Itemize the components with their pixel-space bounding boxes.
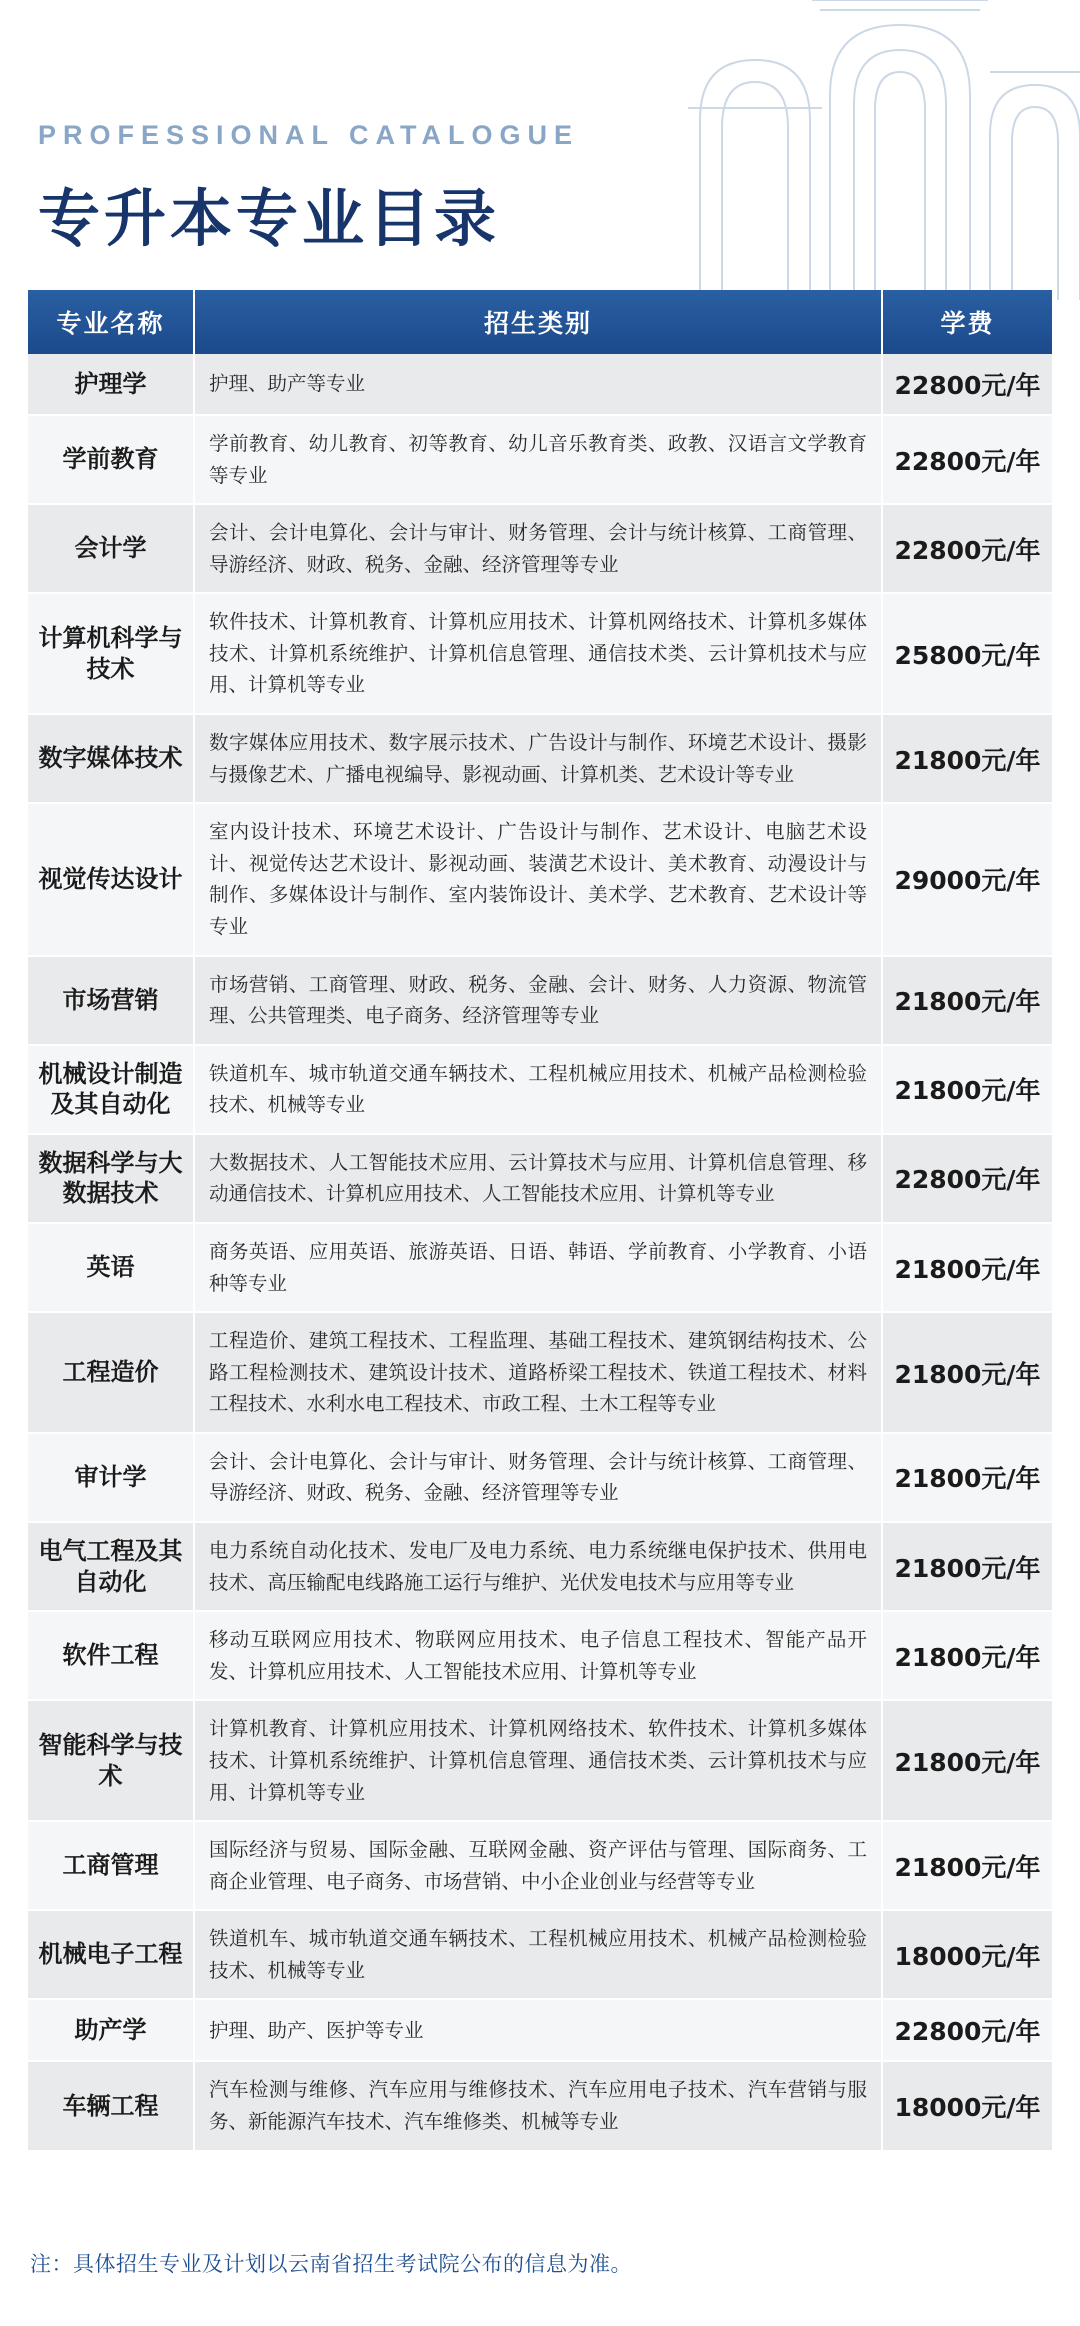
header-english-title: PROFESSIONAL CATALOGUE — [38, 120, 580, 150]
table-row — [28, 354, 1052, 415]
table-row — [28, 956, 1052, 1045]
footnote: 注：具体招生专业及计划以云南省招生考试院公布的信息为准。 — [30, 2252, 632, 2276]
cell-tuition: 22800元/年 — [882, 354, 1052, 415]
cell-tuition: 21800元/年 — [882, 714, 1052, 803]
cell-admission-category: 商务英语、应用英语、旅游英语、日语、韩语、学前教育、小学教育、小语种等专业 — [194, 1223, 882, 1312]
cell-major-name: 助产学 — [28, 1999, 194, 2061]
catalogue-table — [28, 290, 1052, 2152]
cell-tuition: 21800元/年 — [882, 1700, 1052, 1821]
table-row — [28, 1433, 1052, 1522]
cell-admission-category: 软件技术、计算机教育、计算机应用技术、计算机网络技术、计算机多媒体技术、计算机系统维护、计算机信息管理、通信技术类、云计算机技术与应用、计算机等专业 — [194, 593, 882, 714]
cell-admission-category: 护理、助产、医护等专业 — [194, 1999, 882, 2061]
table-row — [28, 1522, 1052, 1611]
cell-major-name: 工程造价 — [28, 1312, 194, 1433]
table-row — [28, 1999, 1052, 2061]
cell-major-name: 电气工程及其自动化 — [28, 1522, 194, 1611]
cell-major-name: 工商管理 — [28, 1821, 194, 1910]
cell-admission-category: 护理、助产等专业 — [194, 354, 882, 415]
arch-decoration — [660, 0, 1080, 300]
cell-major-name: 智能科学与技术 — [28, 1700, 194, 1821]
cell-admission-category: 电力系统自动化技术、发电厂及电力系统、电力系统继电保护技术、供用电技术、高压输配电线路施工运行与维护、光伏发电技术与应用等专业 — [194, 1522, 882, 1611]
cell-tuition: 18000元/年 — [882, 2061, 1052, 2150]
cell-major-name: 机械设计制造及其自动化 — [28, 1045, 194, 1134]
table-header-row — [28, 290, 1052, 354]
cell-major-name: 数据科学与大数据技术 — [28, 1134, 194, 1223]
catalogue-table-container — [28, 290, 1052, 2152]
cell-major-name: 市场营销 — [28, 956, 194, 1045]
cell-major-name: 审计学 — [28, 1433, 194, 1522]
cell-tuition: 22800元/年 — [882, 1134, 1052, 1223]
table-row — [28, 504, 1052, 593]
cell-admission-category: 大数据技术、人工智能技术应用、云计算技术与应用、计算机信息管理、移动通信技术、计算机应用技术、人工智能技术应用、计算机等专业 — [194, 1134, 882, 1223]
cell-major-name: 学前教育 — [28, 415, 194, 504]
cell-major-name: 软件工程 — [28, 1611, 194, 1700]
cell-admission-category: 学前教育、幼儿教育、初等教育、幼儿音乐教育类、政教、汉语言文学教育等专业 — [194, 415, 882, 504]
table-row — [28, 1134, 1052, 1223]
page-header — [38, 120, 579, 258]
cell-admission-category: 铁道机车、城市轨道交通车辆技术、工程机械应用技术、机械产品检测检验技术、机械等专业 — [194, 1045, 882, 1134]
table-row — [28, 1821, 1052, 1910]
cell-admission-category: 铁道机车、城市轨道交通车辆技术、工程机械应用技术、机械产品检测检验技术、机械等专业 — [194, 1910, 882, 1999]
cell-tuition: 21800元/年 — [882, 1821, 1052, 1910]
cell-tuition: 21800元/年 — [882, 1045, 1052, 1134]
table-row — [28, 803, 1052, 955]
cell-admission-category: 数字媒体应用技术、数字展示技术、广告设计与制作、环境艺术设计、摄影与摄像艺术、广播电视编导、影视动画、计算机类、艺术设计等专业 — [194, 714, 882, 803]
cell-tuition: 21800元/年 — [882, 956, 1052, 1045]
cell-tuition: 25800元/年 — [882, 593, 1052, 714]
cell-tuition: 21800元/年 — [882, 1223, 1052, 1312]
cell-admission-category: 国际经济与贸易、国际金融、互联网金融、资产评估与管理、国际商务、工商企业管理、电子商务、市场营销、中小企业创业与经营等专业 — [194, 1821, 882, 1910]
table-row — [28, 2061, 1052, 2150]
column-header-tuition: 学费 — [882, 290, 1052, 354]
cell-tuition: 29000元/年 — [882, 803, 1052, 955]
table-row — [28, 1223, 1052, 1312]
table-row — [28, 1700, 1052, 1821]
cell-admission-category: 计算机教育、计算机应用技术、计算机网络技术、软件技术、计算机多媒体技术、计算机系统维护、计算机信息管理、通信技术类、云计算机技术与应用、计算机等专业 — [194, 1700, 882, 1821]
cell-admission-category: 工程造价、建筑工程技术、工程监理、基础工程技术、建筑钢结构技术、公路工程检测技术、建筑设计技术、道路桥梁工程技术、铁道工程技术、材料工程技术、水利水电工程技术、市政工程、土木工程等专业 — [194, 1312, 882, 1433]
cell-tuition: 22800元/年 — [882, 415, 1052, 504]
cell-major-name: 计算机科学与技术 — [28, 593, 194, 714]
column-header-major-name: 专业名称 — [28, 290, 194, 354]
cell-admission-category: 会计、会计电算化、会计与审计、财务管理、会计与统计核算、工商管理、导游经济、财政、税务、金融、经济管理等专业 — [194, 1433, 882, 1522]
cell-major-name: 数字媒体技术 — [28, 714, 194, 803]
cell-tuition: 21800元/年 — [882, 1312, 1052, 1433]
cell-major-name: 护理学 — [28, 354, 194, 415]
catalogue-table-body — [28, 354, 1052, 2151]
cell-admission-category: 市场营销、工商管理、财政、税务、金融、会计、财务、人力资源、物流管理、公共管理类、电子商务、经济管理等专业 — [194, 956, 882, 1045]
cell-admission-category: 汽车检测与维修、汽车应用与维修技术、汽车应用电子技术、汽车营销与服务、新能源汽车技术、汽车维修类、机械等专业 — [194, 2061, 882, 2150]
cell-major-name: 视觉传达设计 — [28, 803, 194, 955]
table-row — [28, 1910, 1052, 1999]
table-row — [28, 1045, 1052, 1134]
table-row — [28, 1312, 1052, 1433]
cell-tuition: 21800元/年 — [882, 1433, 1052, 1522]
table-row — [28, 415, 1052, 504]
cell-tuition: 18000元/年 — [882, 1910, 1052, 1999]
cell-tuition: 22800元/年 — [882, 504, 1052, 593]
cell-tuition: 21800元/年 — [882, 1522, 1052, 1611]
cell-major-name: 会计学 — [28, 504, 194, 593]
table-row — [28, 593, 1052, 714]
cell-major-name: 机械电子工程 — [28, 1910, 194, 1999]
cell-admission-category: 会计、会计电算化、会计与审计、财务管理、会计与统计核算、工商管理、导游经济、财政、税务、金融、经济管理等专业 — [194, 504, 882, 593]
table-row — [28, 714, 1052, 803]
cell-admission-category: 室内设计技术、环境艺术设计、广告设计与制作、艺术设计、电脑艺术设计、视觉传达艺术设计、影视动画、装潢艺术设计、美术教育、动漫设计与制作、多媒体设计与制作、室内装饰设计、美术学、艺术教育、艺术设计等专业 — [194, 803, 882, 955]
table-row — [28, 1611, 1052, 1700]
cell-major-name: 车辆工程 — [28, 2061, 194, 2150]
page-title: 专升本专业目录 — [38, 182, 501, 255]
cell-admission-category: 移动互联网应用技术、物联网应用技术、电子信息工程技术、智能产品开发、计算机应用技术、人工智能技术应用、计算机等专业 — [194, 1611, 882, 1700]
cell-major-name: 英语 — [28, 1223, 194, 1312]
cell-tuition: 21800元/年 — [882, 1611, 1052, 1700]
column-header-admission-category: 招生类别 — [194, 290, 882, 354]
cell-tuition: 22800元/年 — [882, 1999, 1052, 2061]
